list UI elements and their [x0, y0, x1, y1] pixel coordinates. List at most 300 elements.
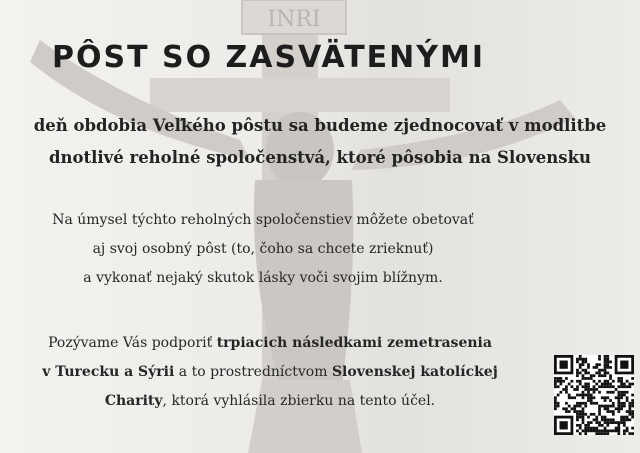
qr-module	[582, 391, 585, 394]
qr-module	[598, 405, 601, 408]
intro-text	[0, 110, 640, 174]
qr-module	[631, 405, 634, 408]
qr-module	[598, 429, 601, 432]
qr-module	[576, 413, 579, 416]
qr-module	[620, 394, 623, 397]
qr-module	[571, 380, 574, 383]
qr-module	[626, 399, 629, 402]
qr-module	[604, 418, 607, 421]
qr-module	[587, 429, 590, 432]
qr-module	[617, 405, 620, 408]
qr-module	[623, 391, 626, 394]
qr-module	[595, 429, 598, 432]
qr-module	[584, 405, 587, 408]
qr-module	[576, 405, 579, 408]
qr-module	[628, 410, 631, 413]
qr-module	[582, 361, 585, 364]
qr-module	[617, 391, 620, 394]
qr-module	[617, 407, 620, 410]
qr-module	[568, 405, 571, 408]
qr-module	[590, 377, 593, 380]
qr-module	[587, 363, 590, 366]
qr-module	[584, 383, 587, 386]
qr-module	[606, 366, 609, 369]
charity-paragraph	[0, 329, 540, 416]
qr-module	[623, 421, 626, 424]
qr-module	[582, 358, 585, 361]
qr-module	[606, 355, 609, 358]
qr-module	[587, 372, 590, 375]
qr-module	[582, 369, 585, 372]
qr-module	[612, 429, 615, 432]
qr-module	[595, 383, 598, 386]
qr-module	[582, 363, 585, 366]
qr-module	[565, 385, 568, 388]
qr-module	[631, 410, 634, 413]
qr-module	[576, 402, 579, 405]
qr-module	[568, 394, 571, 397]
qr-module	[606, 358, 609, 361]
qr-module	[593, 374, 596, 377]
qr-module	[579, 416, 582, 419]
qr-module	[565, 391, 568, 394]
qr-module	[584, 369, 587, 372]
qr-module	[554, 385, 557, 388]
qr-module	[620, 421, 623, 424]
qr-module	[579, 405, 582, 408]
qr-module	[582, 407, 585, 410]
qr-module	[623, 416, 626, 419]
qr-module	[587, 391, 590, 394]
qr-module	[609, 361, 612, 364]
qr-module	[631, 399, 634, 402]
qr-finder-center	[620, 361, 628, 369]
qr-module	[628, 385, 631, 388]
qr-module	[557, 405, 560, 408]
qr-module	[598, 369, 601, 372]
qr-module	[604, 432, 607, 435]
qr-module	[626, 427, 629, 430]
qr-module	[582, 429, 585, 432]
qr-module	[576, 361, 579, 364]
qr-module	[626, 416, 629, 419]
qr-module	[587, 396, 590, 399]
qr-module	[609, 405, 612, 408]
qr-module	[617, 421, 620, 424]
qr-module	[598, 407, 601, 410]
qr-module	[601, 385, 604, 388]
qr-module	[628, 402, 631, 405]
qr-module	[606, 418, 609, 421]
qr-module	[604, 369, 607, 372]
qr-module	[582, 374, 585, 377]
qr-module	[576, 394, 579, 397]
qr-module	[617, 385, 620, 388]
qr-module	[554, 383, 557, 386]
qr-module	[598, 385, 601, 388]
qr-module	[620, 405, 623, 408]
qr-code[interactable]	[554, 355, 634, 435]
qr-module	[626, 418, 629, 421]
qr-module	[606, 372, 609, 375]
qr-module	[573, 396, 576, 399]
qr-module	[617, 402, 620, 405]
qr-module	[565, 388, 568, 391]
qr-module	[562, 388, 565, 391]
qr-module	[582, 418, 585, 421]
qr-module	[598, 358, 601, 361]
qr-module	[604, 366, 607, 369]
qr-module	[595, 418, 598, 421]
qr-module	[604, 372, 607, 375]
qr-module	[606, 361, 609, 364]
qr-module	[587, 424, 590, 427]
qr-module	[626, 391, 629, 394]
qr-module	[590, 421, 593, 424]
qr-module	[626, 380, 629, 383]
qr-module	[590, 399, 593, 402]
qr-module	[604, 416, 607, 419]
charity-line-3	[0, 387, 540, 416]
qr-module	[593, 385, 596, 388]
qr-module	[612, 421, 615, 424]
qr-module	[579, 427, 582, 430]
qr-module	[593, 429, 596, 432]
qr-module	[587, 399, 590, 402]
qr-module	[617, 394, 620, 397]
qr-module	[579, 366, 582, 369]
qr-module	[576, 372, 579, 375]
qr-module	[573, 407, 576, 410]
qr-module	[573, 388, 576, 391]
qr-module	[612, 402, 615, 405]
qr-module	[582, 416, 585, 419]
qr-module	[612, 413, 615, 416]
qr-module	[623, 402, 626, 405]
qr-module	[615, 407, 618, 410]
qr-module	[582, 421, 585, 424]
qr-module	[615, 421, 618, 424]
qr-module	[565, 402, 568, 405]
qr-module	[601, 432, 604, 435]
qr-module	[617, 429, 620, 432]
charity-text-collection: , ktorá vyhlásila zbierku na tento účel.	[162, 393, 436, 409]
qr-module	[579, 383, 582, 386]
qr-module	[595, 427, 598, 430]
qr-module	[601, 418, 604, 421]
qr-module	[620, 391, 623, 394]
qr-module	[587, 394, 590, 397]
qr-module	[590, 374, 593, 377]
qr-module	[562, 380, 565, 383]
qr-module	[579, 363, 582, 366]
qr-module	[582, 410, 585, 413]
qr-module	[590, 429, 593, 432]
qr-module	[595, 363, 598, 366]
qr-module	[617, 410, 620, 413]
qr-finder-center	[560, 361, 568, 369]
qr-module	[593, 391, 596, 394]
qr-module	[590, 402, 593, 405]
qr-module	[584, 385, 587, 388]
qr-module	[609, 366, 612, 369]
qr-module	[604, 399, 607, 402]
qr-module	[609, 418, 612, 421]
qr-module	[593, 380, 596, 383]
charity-line-2	[0, 358, 540, 387]
qr-module	[582, 377, 585, 380]
qr-module	[620, 402, 623, 405]
qr-module	[573, 405, 576, 408]
qr-module	[598, 421, 601, 424]
qr-module	[598, 380, 601, 383]
qr-module	[560, 380, 563, 383]
qr-module	[606, 391, 609, 394]
qr-module	[595, 366, 598, 369]
qr-module	[626, 396, 629, 399]
charity-text-via: a to prostredníctvom	[174, 364, 332, 380]
qr-module	[576, 424, 579, 427]
qr-module	[595, 372, 598, 375]
qr-module	[584, 432, 587, 435]
qr-module	[623, 405, 626, 408]
qr-module	[576, 380, 579, 383]
qr-module	[601, 374, 604, 377]
qr-module	[623, 424, 626, 427]
qr-module	[623, 429, 626, 432]
qr-module	[601, 416, 604, 419]
qr-module	[604, 396, 607, 399]
qr-module	[576, 369, 579, 372]
qr-module	[576, 416, 579, 419]
qr-module	[615, 396, 618, 399]
qr-module	[617, 427, 620, 430]
charity-text-countries: v Turecku a Sýrii	[42, 364, 175, 380]
qr-module	[582, 402, 585, 405]
qr-module	[620, 396, 623, 399]
qr-module	[598, 374, 601, 377]
qr-module	[590, 388, 593, 391]
qr-module	[576, 374, 579, 377]
qr-module	[565, 407, 568, 410]
qr-module	[601, 424, 604, 427]
qr-module	[620, 383, 623, 386]
qr-module	[604, 383, 607, 386]
qr-module	[623, 394, 626, 397]
qr-module	[587, 383, 590, 386]
intro-line-1: deň obdobia Veľkého pôstu sa budeme zjednocovať v modlitbe	[33, 116, 607, 135]
qr-module	[623, 432, 626, 435]
qr-module	[623, 418, 626, 421]
qr-module	[609, 383, 612, 386]
qr-module	[584, 361, 587, 364]
qr-module	[557, 394, 560, 397]
qr-module	[609, 429, 612, 432]
qr-module	[571, 407, 574, 410]
qr-module	[604, 361, 607, 364]
qr-module	[560, 377, 563, 380]
charity-text-org-1: Slovenskej katolíckej	[331, 364, 498, 380]
inri-sign-text: INRI	[267, 7, 321, 32]
charity-line-1	[0, 329, 540, 358]
qr-module	[620, 418, 623, 421]
qr-module	[609, 399, 612, 402]
qr-module	[582, 396, 585, 399]
offering-line-1: Na úmysel týchto reholných spoločenstiev môžete obetovať	[52, 212, 474, 228]
qr-module	[579, 410, 582, 413]
qr-module	[595, 388, 598, 391]
qr-module	[601, 383, 604, 386]
qr-module	[579, 432, 582, 435]
qr-module	[579, 355, 582, 358]
qr-module	[554, 396, 557, 399]
qr-module	[554, 380, 557, 383]
qr-module	[631, 394, 634, 397]
qr-module	[606, 410, 609, 413]
qr-module	[606, 385, 609, 388]
qr-module	[598, 363, 601, 366]
qr-finder-center	[560, 421, 568, 429]
qr-module	[615, 429, 618, 432]
qr-module	[565, 377, 568, 380]
qr-module	[628, 407, 631, 410]
qr-module	[593, 427, 596, 430]
qr-module	[617, 380, 620, 383]
qr-module	[576, 385, 579, 388]
qr-module	[604, 427, 607, 430]
qr-module	[612, 410, 615, 413]
qr-module	[604, 363, 607, 366]
qr-module	[576, 410, 579, 413]
qr-module	[576, 418, 579, 421]
qr-module	[598, 372, 601, 375]
qr-module	[593, 396, 596, 399]
qr-module	[554, 402, 557, 405]
qr-module	[620, 377, 623, 380]
qr-module	[584, 427, 587, 430]
qr-module	[576, 429, 579, 432]
qr-module	[598, 424, 601, 427]
qr-module	[571, 396, 574, 399]
qr-module	[601, 396, 604, 399]
offering-line-3: a vykonať nejaký skutok lásky voči svojim blížnym.	[83, 270, 443, 286]
qr-module	[598, 391, 601, 394]
qr-module	[587, 377, 590, 380]
qr-module	[595, 402, 598, 405]
qr-module	[598, 413, 601, 416]
qr-module	[609, 385, 612, 388]
qr-module	[590, 394, 593, 397]
qr-module	[590, 396, 593, 399]
qr-module	[601, 429, 604, 432]
qr-module	[604, 421, 607, 424]
qr-module	[604, 407, 607, 410]
qr-module	[554, 377, 557, 380]
qr-module	[582, 394, 585, 397]
qr-module	[557, 402, 560, 405]
qr-module	[615, 388, 618, 391]
qr-module	[593, 388, 596, 391]
qr-module	[593, 413, 596, 416]
qr-module	[617, 377, 620, 380]
qr-module	[568, 410, 571, 413]
qr-module	[595, 416, 598, 419]
qr-module	[565, 410, 568, 413]
qr-module	[606, 424, 609, 427]
qr-module	[579, 358, 582, 361]
qr-module	[601, 405, 604, 408]
qr-module	[587, 416, 590, 419]
qr-module	[623, 385, 626, 388]
qr-module	[620, 416, 623, 419]
offering-line-2: aj svoj osobný pôst (to, čoho sa chcete zrieknuť)	[92, 241, 434, 257]
qr-module	[584, 429, 587, 432]
qr-module	[576, 388, 579, 391]
intro-line-2: dnotlivé reholné spoločenstvá, ktoré pôsobia na Slovensku	[48, 148, 592, 167]
qr-module	[584, 394, 587, 397]
qr-module	[573, 410, 576, 413]
qr-module	[620, 380, 623, 383]
qr-module	[604, 380, 607, 383]
qr-module	[579, 413, 582, 416]
qr-module	[557, 377, 560, 380]
qr-module	[623, 383, 626, 386]
qr-module	[612, 385, 615, 388]
qr-module	[579, 424, 582, 427]
qr-module	[582, 385, 585, 388]
qr-module	[609, 377, 612, 380]
qr-module	[631, 383, 634, 386]
qr-module	[628, 418, 631, 421]
qr-module	[628, 432, 631, 435]
qr-module	[606, 429, 609, 432]
qr-module	[631, 432, 634, 435]
qr-module	[582, 413, 585, 416]
qr-module	[595, 421, 598, 424]
qr-module	[612, 391, 615, 394]
qr-module	[612, 380, 615, 383]
qr-module	[631, 402, 634, 405]
qr-module	[595, 432, 598, 435]
qr-module	[606, 383, 609, 386]
charity-text-invite: Pozývame Vás podporiť	[48, 335, 217, 351]
qr-module	[615, 427, 618, 430]
qr-module	[557, 380, 560, 383]
qr-module	[606, 380, 609, 383]
qr-module	[579, 394, 582, 397]
qr-module	[606, 407, 609, 410]
qr-module	[628, 405, 631, 408]
qr-module	[562, 407, 565, 410]
qr-module	[609, 374, 612, 377]
qr-module	[626, 410, 629, 413]
charity-text-org-2: Charity	[104, 393, 163, 409]
qr-module	[617, 399, 620, 402]
qr-module	[617, 424, 620, 427]
qr-module	[568, 396, 571, 399]
qr-module	[598, 432, 601, 435]
qr-module	[612, 405, 615, 408]
qr-module	[620, 385, 623, 388]
qr-module	[560, 391, 563, 394]
qr-module	[587, 421, 590, 424]
qr-module	[579, 380, 582, 383]
qr-module	[579, 402, 582, 405]
qr-module	[587, 366, 590, 369]
qr-module	[628, 383, 631, 386]
qr-module	[604, 358, 607, 361]
qr-module	[604, 405, 607, 408]
